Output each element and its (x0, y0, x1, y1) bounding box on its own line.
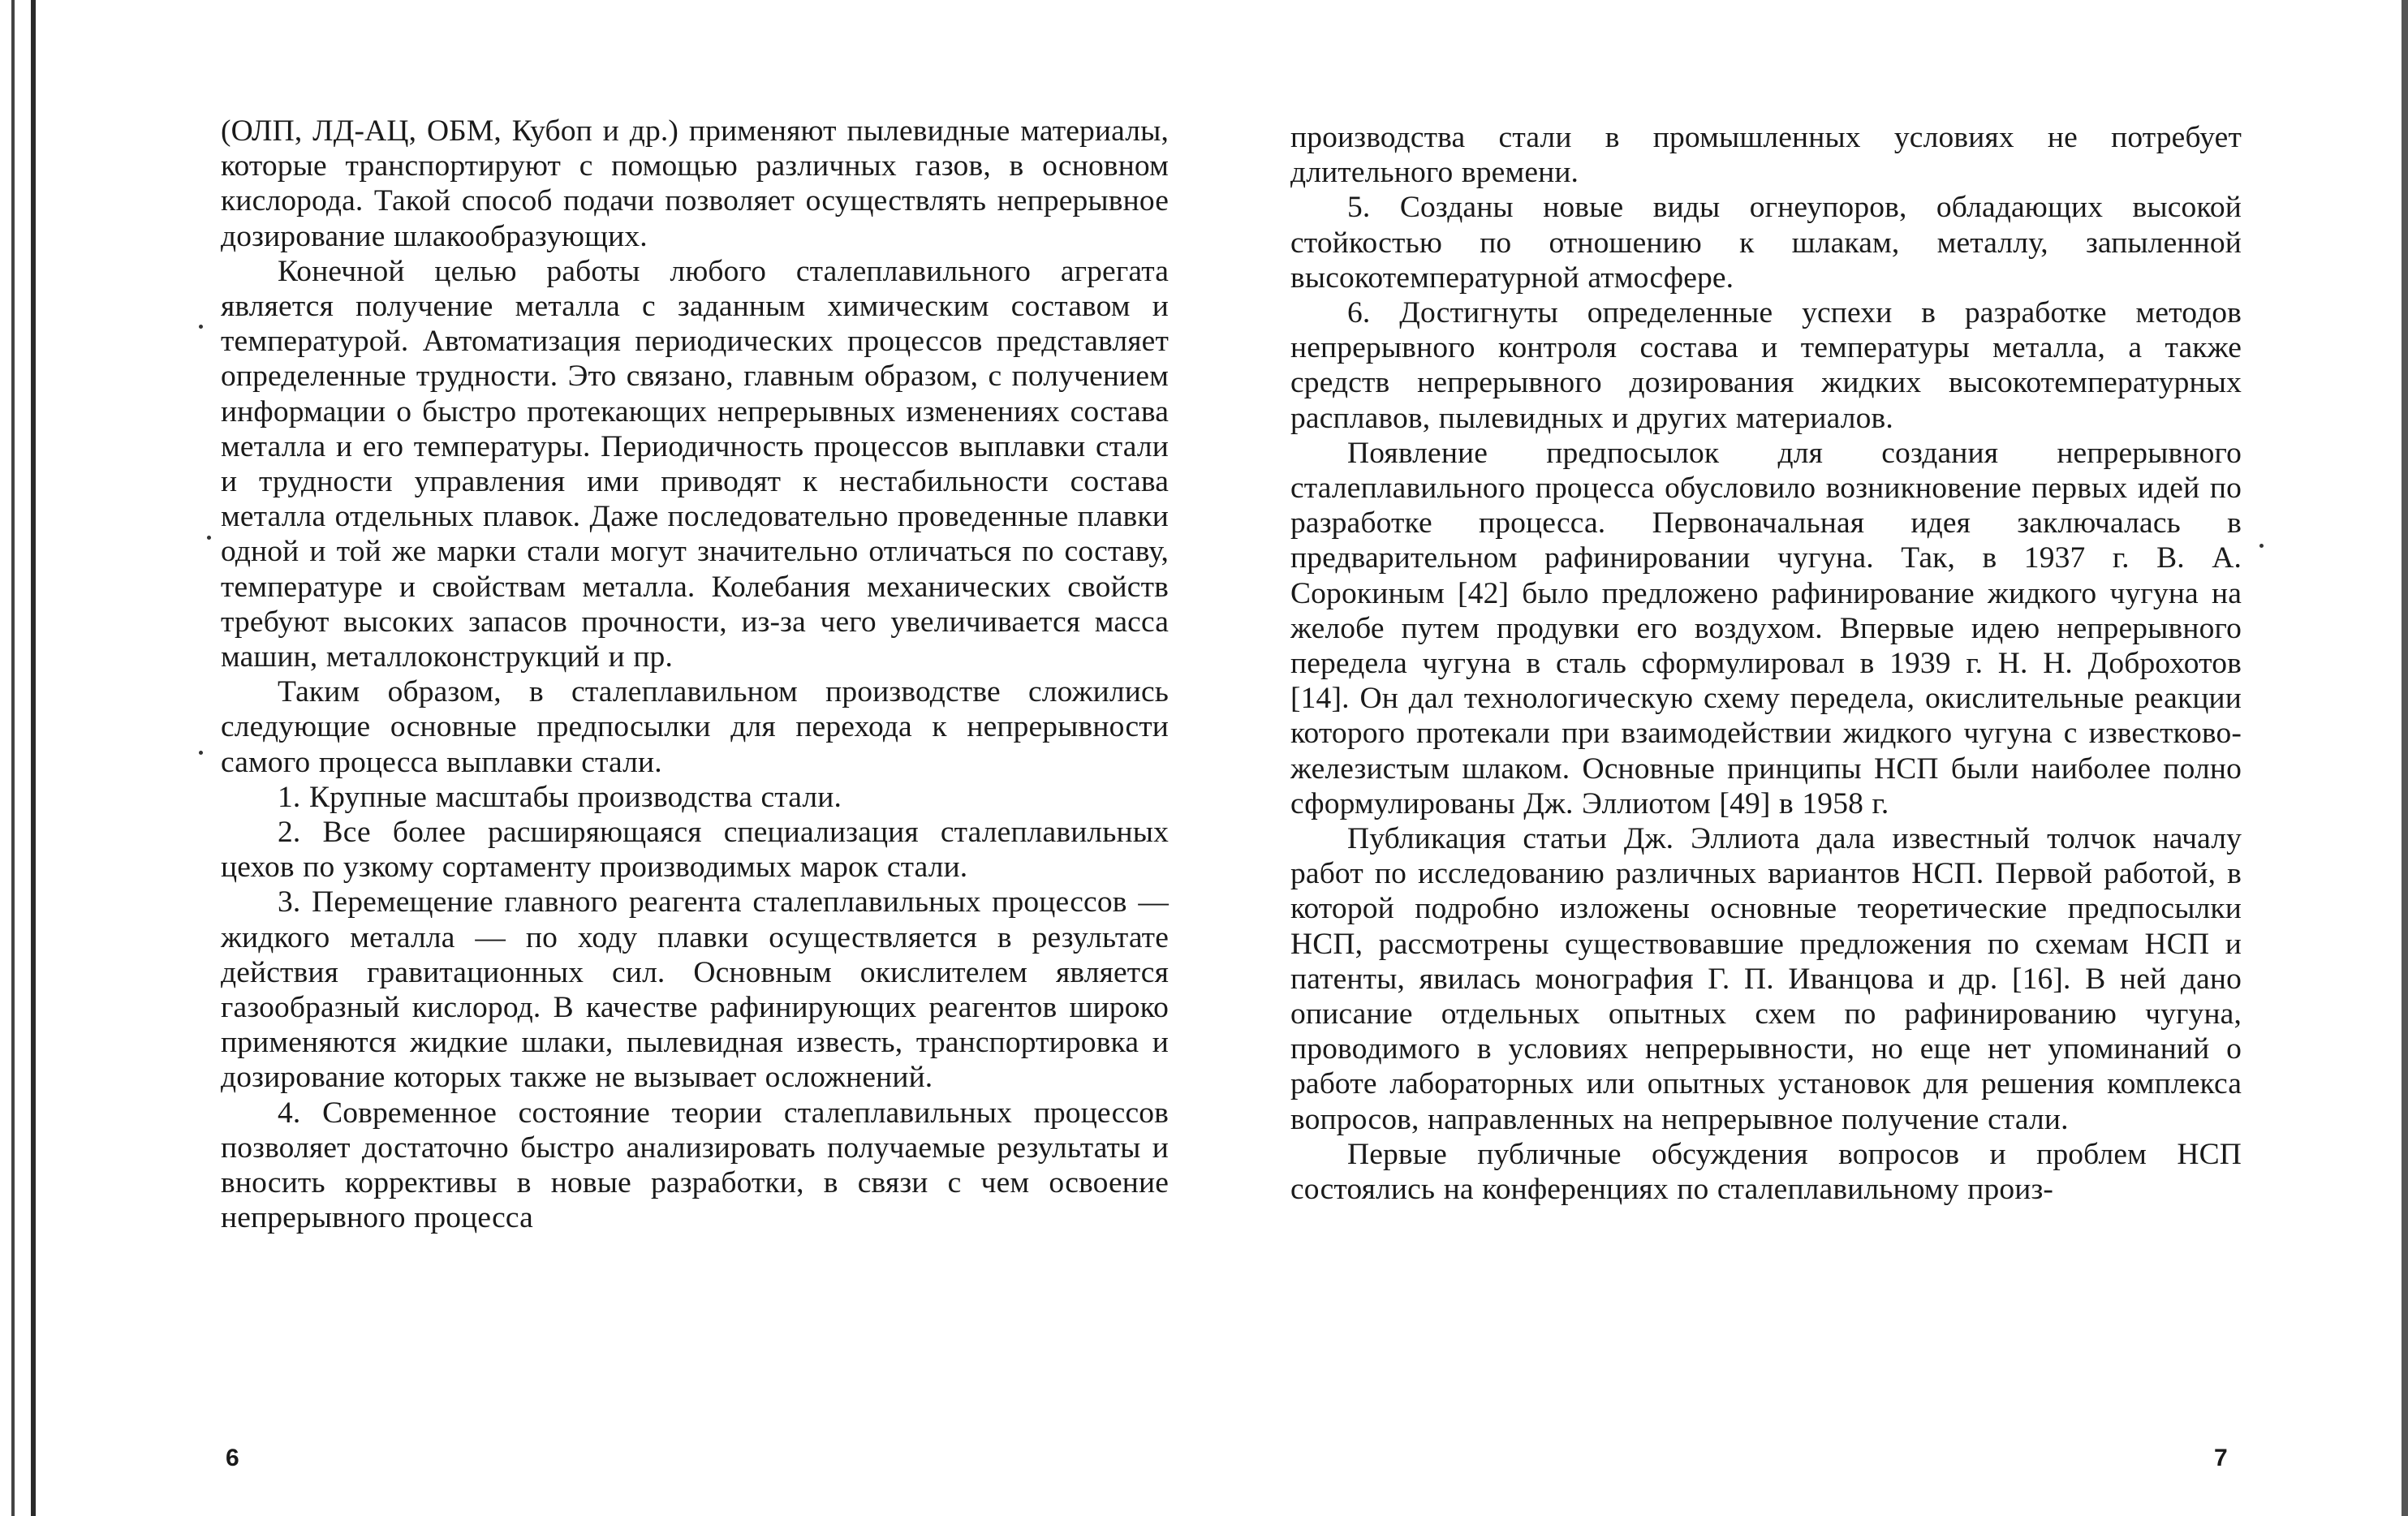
paragraph: Публикация статьи Дж. Эллиота дала известный толчок началу работ по исследованию различных вариантов НСП. Первой работой, в которой подробно изложены основные теоретические предпосылки НСП, рассмотрены существовавшие предложения по схемам НСП и патенты, явилась монография Г. П. Иванцова и др. [16]. В ней дано описание отдельных опытных схем по рафинированию чугуна, проводимого в условиях непрерывности, но еще нет упоминаний о работе лабораторных или опытных установок для решения комплекса вопросов, направленных на непрерывное получение стали. (1290, 822, 2242, 1136)
list-item: 1. Крупные масштабы производства стали. (278, 780, 842, 814)
page-number: 7 (2214, 1445, 2228, 1471)
paragraph: (ОЛП, ЛД-АЦ, ОБМ, Кубоп и др.) применяют пылевидные материалы, которые транспортируют с помощью различных газов, в основном кислорода. Такой способ подачи позволяет осуществлять непрерывное дозирование шлакообразующих. (221, 114, 1169, 253)
left-binding-edge (0, 0, 36, 1516)
list-item: 3. Перемещение главного реагента сталеплавильных процессов — жидкого металла — по ходу плавки осуществляется в результате действия гравитационных сил. Основным окислителем является газообразный кислород. В качестве рафинирующих реагентов широко применяются жидкие шлаки, пылевидная известь, транспортировка и дозирование которых также не вызывает осложнений. (221, 885, 1169, 1095)
paragraph: Конечной целью работы любого сталеплавильного агрегата является получение металла с заданным химическим составом и температурой. Автоматизация периодических процессов представляет определенные трудности. Это связано, главным образом, с получением информации о быстро протекающих непрерывных изменениях состава металла и его температуры. Периодичность процессов выплавки стали и трудности управления ими приводят к нестабильности состава металла отдельных плавок. Даже последовательно проведенные плавки одной и той же марки стали могут значительно отличаться по составу, температуре и свойствам металла. Колебания механических свойств требуют высоких запасов прочности, из-за чего увеличивается масса машин, металлоконструкций и пр. (221, 254, 1169, 674)
page-number: 6 (226, 1445, 239, 1471)
list-item: 2. Все более расширяющаяся специализация сталеплавильных цехов по узкому сортаменту производимых марок стали. (221, 816, 1169, 885)
right-page (1242, 0, 2394, 1516)
paragraph: Первые публичные обсуждения вопросов и проблем НСП состоялись на конференциях по сталеплавильному произ- (1290, 1137, 2242, 1207)
list-item: 5. Созданы новые виды огнеупоров, обладающих высокой стойкостью по отношению к шлакам, металлу, запыленной высокотемпературной атмосфере. (1290, 191, 2242, 295)
list-item: 4. Современное состояние теории сталеплавильных процессов позволяет достаточно быстро анализировать получаемые результаты и вносить коррективы в новые разработки, в связи с чем освоение непрерывного процесса (221, 1096, 1169, 1235)
right-page-text-column (1290, 120, 2242, 1207)
list-item: 6. Достигнуты определенные успехи в разработке методов непрерывного контроля состава и температуры металла, а также средств непрерывного дозирования жидких высокотемпературных расплавов, пылевидных и других материалов. (1290, 296, 2242, 435)
left-page-text-column (221, 114, 1169, 1236)
paragraph: производства стали в промышленных условиях не потребует длительного времени. (1290, 121, 2242, 190)
right-binding-edge (2402, 0, 2408, 1516)
left-page (49, 0, 1201, 1516)
paragraph: Появление предпосылок для создания непрерывного сталеплавильного процесса обусловило возникновение первых идей по разработке процесса. Первоначальная идея заключалась в предварительном рафинировании чугуна. Так, в 1937 г. В. А. Сорокиным [42] было предложено рафинирование жидкого чугуна на желобе путем продувки его воздухом. Впервые идею непрерывного передела чугуна в сталь сформулировал в 1939 г. Н. Н. Доброхотов [14]. Он дал технологическую схему передела, окислительные реакции которого протекали при взаимодействии жидкого чугуна с известково-железистым шлаком. Основные принципы НСП были наиболее полно сформулированы Дж. Эллиотом [49] в 1958 г. (1290, 436, 2242, 820)
paragraph: Таким образом, в сталеплавильном производстве сложились следующие основные предпосылки для перехода к непрерывности самого процесса выплавки стали. (221, 675, 1169, 779)
